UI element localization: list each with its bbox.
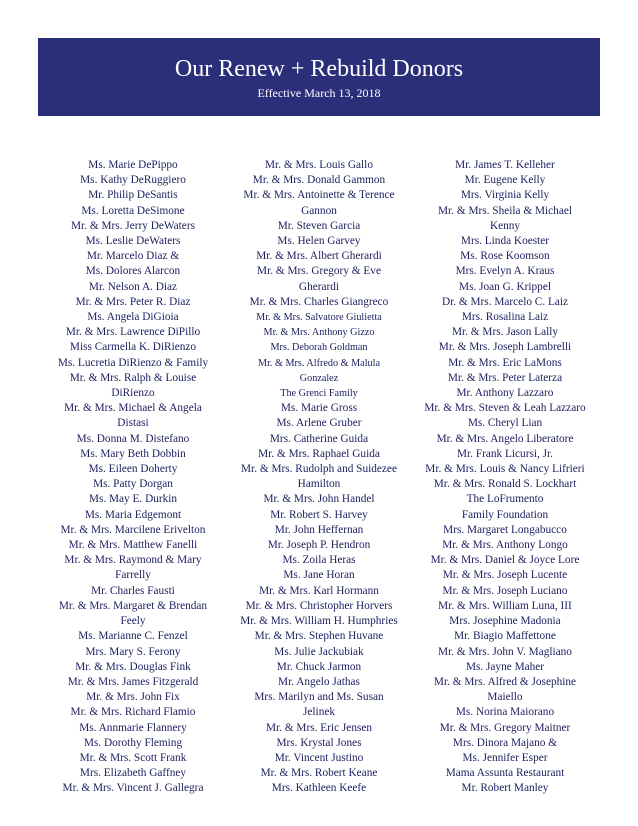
donor-name: Jelinek	[303, 706, 335, 719]
donor-name: Mr. & Mrs. James Fitzgerald	[67, 675, 199, 688]
donor-name: Hamilton	[297, 478, 341, 491]
donor-name: Mr. Angelo Jathas	[278, 675, 360, 688]
donor-name: Ms. Norina Maiorano	[455, 706, 555, 719]
donor-name: Ms. Arlene Gruber	[276, 417, 362, 430]
donor-name: Mrs. Virginia Kelly	[460, 189, 550, 202]
donor-name: Mr. & Mrs. Louis Gallo	[265, 159, 373, 171]
donor-name: Mr. & Mrs. Charles Giangreco	[249, 295, 389, 308]
donor-name: Ms. Joan G. Krippel	[459, 280, 551, 293]
donor-name: Ms. Angela DiGioia	[87, 311, 179, 324]
donor-name: Ms. Annmarie Flannery	[79, 721, 187, 734]
donor-name: Mr. Vincent Justino	[274, 751, 364, 764]
donor-name: Mr. Nelson A. Diaz	[88, 280, 178, 293]
donor-name: Mrs. Elizabeth Gaffney	[79, 767, 187, 780]
donor-name: Ms. Jane Horan	[283, 569, 355, 582]
donor-name: Mr. & Mrs. Ralph & Louise	[69, 371, 197, 384]
donor-name: Mr. Anthony Lazzaro	[456, 387, 554, 400]
donor-name: Mr. & Mrs. Margaret & Brendan	[58, 599, 208, 612]
donor-name: Ms. Loretta DeSimone	[81, 204, 185, 217]
donor-name: Mr. & Mrs. Michael & Angela	[64, 402, 202, 415]
donor-name: Mr. & Mrs. Jason Lally	[451, 326, 559, 339]
donor-name: Mr. & Mrs. Robert Keane	[260, 767, 378, 780]
donor-name: Mama Assunta Restaurant	[445, 767, 565, 780]
donor-name: DiRienzo	[111, 387, 155, 400]
donor-name: Mrs. Catherine Guida	[269, 432, 369, 445]
donor-name: Mrs. Deborah Goldman	[270, 342, 368, 354]
donor-name: The Grenci Family	[280, 388, 358, 400]
donor-name: Mrs. Mary S. Ferony	[85, 645, 181, 658]
donor-name: Mr. & Mrs. Louis & Nancy Lifrieri	[425, 463, 585, 476]
donor-name: Ms. Rose Koomson	[460, 250, 550, 263]
donor-name: Mrs. Evelyn A. Kraus	[455, 265, 555, 278]
donor-name: Ms. Patty Dorgan	[93, 478, 173, 491]
donor-name: Gonzalez	[299, 372, 339, 384]
donor-name: Miss Carmella K. DiRienzo	[69, 341, 197, 354]
donor-name: Ms. May E. Durkin	[88, 493, 178, 506]
donor-name: Mrs. Margaret Longabucco	[443, 523, 567, 536]
donor-name: Ms. Eileen Doherty	[88, 463, 178, 476]
donor-name: Mr. & Mrs. Joseph Luciano	[442, 584, 568, 597]
donor-name: Mr. & Mrs. Anthony Longo	[442, 539, 568, 552]
donor-name: Mr. & Mrs. Lawrence DiPillo	[65, 326, 201, 339]
donor-name: Mr. & Mrs. Sheila & Michael	[438, 204, 572, 217]
donor-name: Mr. & Mrs. Alfredo & Malula	[258, 357, 380, 369]
donor-name: Mr. & Mrs. Rudolph and Suidezee	[241, 463, 397, 476]
donor-list	[40, 158, 598, 797]
donor-name: Ms. Zoila Heras	[282, 554, 356, 567]
donor-name: Farrelly	[115, 569, 151, 582]
donor-name: Ms. Cheryl Lian	[467, 417, 543, 430]
donor-name: Dr. & Mrs. Marcelo C. Laiz	[441, 295, 569, 308]
donor-name: Mr. & Mrs. Gregory Maitner	[439, 721, 571, 734]
donor-name: Mr. & Mrs. Jerry DeWaters	[71, 219, 195, 232]
donor-name: Mrs. Marilyn and Ms. Susan	[254, 691, 384, 704]
donor-name: Ms. Jayne Maher	[465, 660, 545, 673]
donor-name: Mr. & Mrs. Eric Jensen	[265, 721, 373, 734]
donor-name: Mr. & Mrs. Donald Gammon	[252, 174, 386, 187]
donor-column-1	[40, 158, 226, 797]
donor-name: Mr. Joseph P. Hendron	[267, 539, 371, 552]
donor-name: Ms. Marie Gross	[280, 402, 358, 415]
donor-name: Gannon	[301, 204, 337, 217]
donor-name: Mr. & Mrs. Vincent J. Gallegra	[62, 782, 204, 795]
donor-column-2	[226, 158, 412, 797]
donor-name: Mr. & Mrs. Steven & Leah Lazzaro	[424, 402, 586, 415]
donor-name: Mr. Robert Manley	[461, 782, 549, 795]
donor-name: Ms. Marie DePippo	[88, 159, 178, 171]
donor-name: Mr. James T. Kelleher	[455, 159, 555, 171]
donor-name: Ms. Julie Jackubiak	[274, 645, 364, 658]
donor-name: Mr. Charles Fausti	[91, 584, 175, 597]
donor-name: Mr. & Mrs. Angelo Liberatore	[436, 432, 574, 445]
donor-name: Ms. Kathy DeRuggiero	[80, 174, 186, 187]
donor-name: Mr. Frank Licursi, Jr.	[456, 447, 554, 460]
donor-name: Mr. & Mrs. John Handel	[263, 493, 375, 506]
donor-name: Mr. & Mrs. Alfred & Josephine	[433, 675, 577, 688]
donor-name: Mr. Chuck Jarmon	[276, 660, 362, 673]
donor-name: Mrs. Dinora Majano &	[452, 736, 558, 749]
effective-date: Effective March 13, 2018	[257, 86, 381, 100]
donor-name: Mr. Marcelo Diaz &	[86, 250, 180, 263]
donor-name: Mr. John Heffernan	[274, 523, 364, 536]
donor-name: Gherardi	[298, 280, 340, 293]
donor-name: Mrs. Linda Koester	[460, 235, 550, 248]
donor-name: Family Foundation	[461, 508, 549, 521]
donor-name: Mr. & Mrs. Salvatore Giulietta	[256, 312, 382, 324]
donor-name: Maiello	[487, 691, 523, 704]
donor-name: Mr. & Mrs. William Luna, III	[438, 599, 572, 612]
donor-column-3	[412, 158, 598, 797]
donor-name: Mr. & Mrs. Anthony Gizzo	[263, 327, 375, 339]
header-banner	[38, 38, 600, 116]
donor-name: Mr. & Mrs. Douglas Fink	[75, 660, 191, 673]
donor-name: Ms. Dorothy Fleming	[83, 736, 183, 749]
donor-name: Mrs. Krystal Jones	[276, 736, 362, 749]
donor-name: Mrs. Josephine Madonia	[449, 615, 561, 628]
donor-name: Mr. & Mrs. Ronald S. Lockhart	[433, 478, 577, 491]
donor-name: Mr. & Mrs. Raphael Guida	[258, 447, 380, 460]
donor-name: Mr. Philip DeSantis	[88, 189, 178, 202]
donor-name: Mr. & Mrs. Marcilene Erivelton	[60, 523, 206, 536]
donor-name: Mr. & Mrs. William H. Humphries	[240, 615, 398, 628]
donor-name: Ms. Dolores Alarcon	[85, 265, 181, 278]
donor-name: Mr. & Mrs. Gregory & Eve	[257, 265, 381, 278]
donor-name: Ms. Lucretia DiRienzo & Family	[57, 356, 209, 369]
donor-name: Mr. & Mrs. Antoinette & Terence	[243, 189, 395, 202]
donor-name: The LoFrumento	[466, 493, 544, 506]
donor-name: Mr. & Mrs. Joseph Lambrelli	[438, 341, 572, 354]
donor-name: Mr. & Mrs. John Fix	[86, 691, 180, 704]
donor-name: Mrs. Kathleen Keefe	[271, 782, 367, 795]
donor-name: Feely	[120, 615, 146, 628]
donor-name: Ms. Donna M. Distefano	[76, 432, 190, 445]
page-title: Our Renew + Rebuild Donors	[174, 56, 464, 82]
donor-name: Mr. & Mrs. John V. Magliano	[438, 645, 572, 658]
donor-name: Mr. & Mrs. Peter R. Diaz	[75, 295, 191, 308]
donor-name: Kenny	[489, 219, 521, 232]
donor-name: Mr. Biagio Maffettone	[454, 630, 556, 643]
donor-name: Mrs. Rosalina Laiz	[461, 311, 549, 324]
donor-name: Mr. & Mrs. Joseph Lucente	[442, 569, 568, 582]
donor-name: Mr. & Mrs. Stephen Huvane	[254, 630, 384, 643]
donor-name: Mr. & Mrs. Daniel & Joyce Lore	[430, 554, 580, 567]
donor-name: Ms. Jennifer Esper	[462, 751, 548, 764]
donor-name: Mr. & Mrs. Christopher Horvers	[245, 599, 393, 612]
donor-name: Mr. & Mrs. Richard Flamio	[70, 706, 196, 719]
donor-name: Distasi	[117, 417, 149, 430]
donor-name: Mr. & Mrs. Albert Gherardi	[256, 250, 382, 263]
donor-name: Mr. & Mrs. Karl Hormann	[259, 584, 379, 597]
donor-name: Ms. Maria Edgemont	[84, 508, 182, 521]
donor-name: Ms. Marianne C. Fenzel	[78, 630, 188, 643]
donor-name: Ms. Leslie DeWaters	[85, 235, 181, 248]
donor-name: Mr. & Mrs. Raymond & Mary	[64, 554, 202, 567]
donor-name: Mr. & Mrs. Eric LaMons	[448, 356, 562, 369]
donor-name: Ms. Helen Garvey	[277, 235, 361, 248]
donor-name: Mr. & Mrs. Matthew Fanelli	[68, 539, 198, 552]
donor-name: Ms. Mary Beth Dobbin	[80, 447, 186, 460]
donor-name: Mr. Steven Garcia	[277, 219, 361, 232]
donor-name: Mr. Robert S. Harvey	[270, 508, 368, 521]
donor-name: Mr. & Mrs. Peter Laterza	[447, 371, 563, 384]
donor-name: Mr. & Mrs. Scott Frank	[79, 751, 187, 764]
donor-name: Mr. Eugene Kelly	[464, 174, 546, 187]
